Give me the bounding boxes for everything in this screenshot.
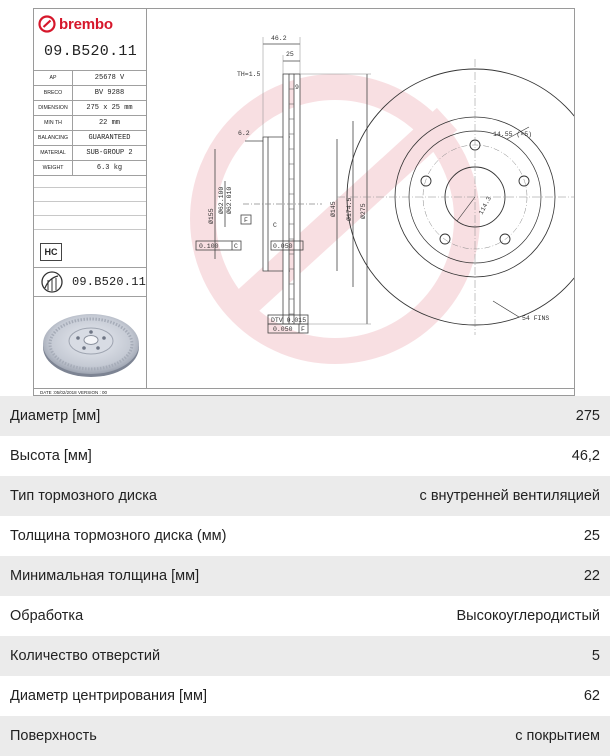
datum-f: F [244, 217, 248, 224]
spec-value: 25678 V [73, 71, 147, 86]
disc-photo [40, 309, 142, 385]
spec-value: BV 9288 [73, 86, 147, 101]
spec-row-treatment [0, 596, 610, 636]
spec-row-thickness [0, 516, 610, 556]
dim-fins: 54 FINS [522, 315, 550, 322]
tol-runout: 0.050 [273, 243, 293, 250]
disc-profile-icon [40, 270, 64, 294]
divider [34, 229, 146, 230]
dim-d62: Ø62.100 [218, 186, 225, 214]
drawing-footer: DATE :05/02/2018 VERSION : 00 [34, 388, 575, 396]
row-label: Высота [мм] [10, 448, 92, 464]
spec-row [34, 146, 146, 161]
row-value: с внутренней вентиляцией [419, 488, 600, 504]
row-value: 25 [583, 528, 600, 544]
spec-row [34, 71, 146, 86]
dim-d1745: Ø174.5 [346, 197, 353, 221]
spec-key: BRECO [34, 86, 73, 101]
row-value: 275 [575, 408, 600, 424]
bottom-part-number: 09.B520.11 [72, 275, 147, 289]
spec-value: 275 x 25 mm [73, 101, 147, 116]
hc-badge: HC [40, 243, 62, 261]
spec-value: 6.3 kg [73, 161, 147, 176]
dim-disc-thickness: 25 [286, 51, 294, 58]
spec-list [0, 396, 610, 756]
divider [34, 187, 146, 188]
dim-nine: 9 [295, 84, 299, 91]
spec-table [34, 70, 146, 176]
tol-flatness: 0.100 [199, 243, 219, 250]
tol-dtv: DTV 0.015 [271, 317, 307, 324]
spec-value: 22 mm [73, 116, 147, 131]
tol-parallel: 0.050 [273, 326, 293, 333]
spec-key: AP [34, 71, 73, 86]
row-label: Диаметр центрирования [мм] [10, 688, 208, 704]
disc-drawing [147, 9, 575, 389]
spec-key: MATERIAL [34, 146, 73, 161]
tol-parallel-ref: F [301, 326, 305, 333]
row-value: 62 [583, 688, 600, 704]
spec-row-holes [0, 636, 610, 676]
dim-pcd: 114.3 [477, 195, 493, 216]
spec-row-diameter [0, 396, 610, 436]
spec-row [34, 101, 146, 116]
dim-d155: Ø155 [208, 208, 215, 224]
divider [34, 201, 146, 202]
dim-d62b: Ø62.010 [226, 186, 233, 214]
brembo-logo-icon [38, 15, 56, 33]
tol-flatness-ref: C [234, 243, 238, 250]
row-label: Диаметр [мм] [10, 408, 101, 424]
dim-d275: Ø275 [360, 203, 367, 219]
datum-c: C [273, 222, 277, 229]
spec-row-disc-type [0, 476, 610, 516]
spec-value: SUB-GROUP 2 [73, 146, 147, 161]
row-label: Толщина тормозного диска (мм) [10, 528, 227, 544]
dim-d145: Ø145 [330, 201, 337, 217]
spec-key: BALANCING [34, 131, 73, 146]
row-label: Поверхность [10, 728, 97, 744]
row-label: Тип тормозного диска [10, 488, 157, 504]
spec-row-surface [0, 716, 610, 756]
brembo-watermark-icon [203, 87, 467, 351]
row-label: Обработка [10, 608, 84, 624]
dim-th: TH=1.5 [237, 71, 261, 78]
spec-row [34, 131, 146, 146]
spec-key: DIMENSION [34, 101, 73, 116]
row-label: Количество отверстий [10, 648, 161, 664]
dim-hat-offset: 6.2 [238, 130, 250, 137]
row-value: 22 [583, 568, 600, 584]
brand-name: brembo [59, 15, 113, 33]
brand-logo [38, 13, 113, 35]
dim-hole-diameter: 14.55 (×5) [493, 131, 533, 138]
spec-row [34, 86, 146, 101]
spec-row-height [0, 436, 610, 476]
dim-overall-height: 46.2 [271, 35, 287, 42]
row-value: 46,2 [571, 448, 600, 464]
row-label: Минимальная толщина [мм] [10, 568, 200, 584]
spec-key: WEIGHT [34, 161, 73, 176]
spec-value: GUARANTEED [73, 131, 147, 146]
row-value: с покрытием [515, 728, 600, 744]
spec-key: MIN TH [34, 116, 73, 131]
spec-row [34, 161, 146, 176]
title-block [34, 9, 147, 388]
spec-row-centering [0, 676, 610, 716]
divider [34, 215, 146, 216]
spec-row-min-thickness [0, 556, 610, 596]
spec-row [34, 116, 146, 131]
part-number: 09.B520.11 [43, 43, 137, 60]
row-value: 5 [591, 648, 600, 664]
row-value: Высокоуглеродистый [456, 608, 600, 624]
technical-drawing [33, 8, 575, 396]
